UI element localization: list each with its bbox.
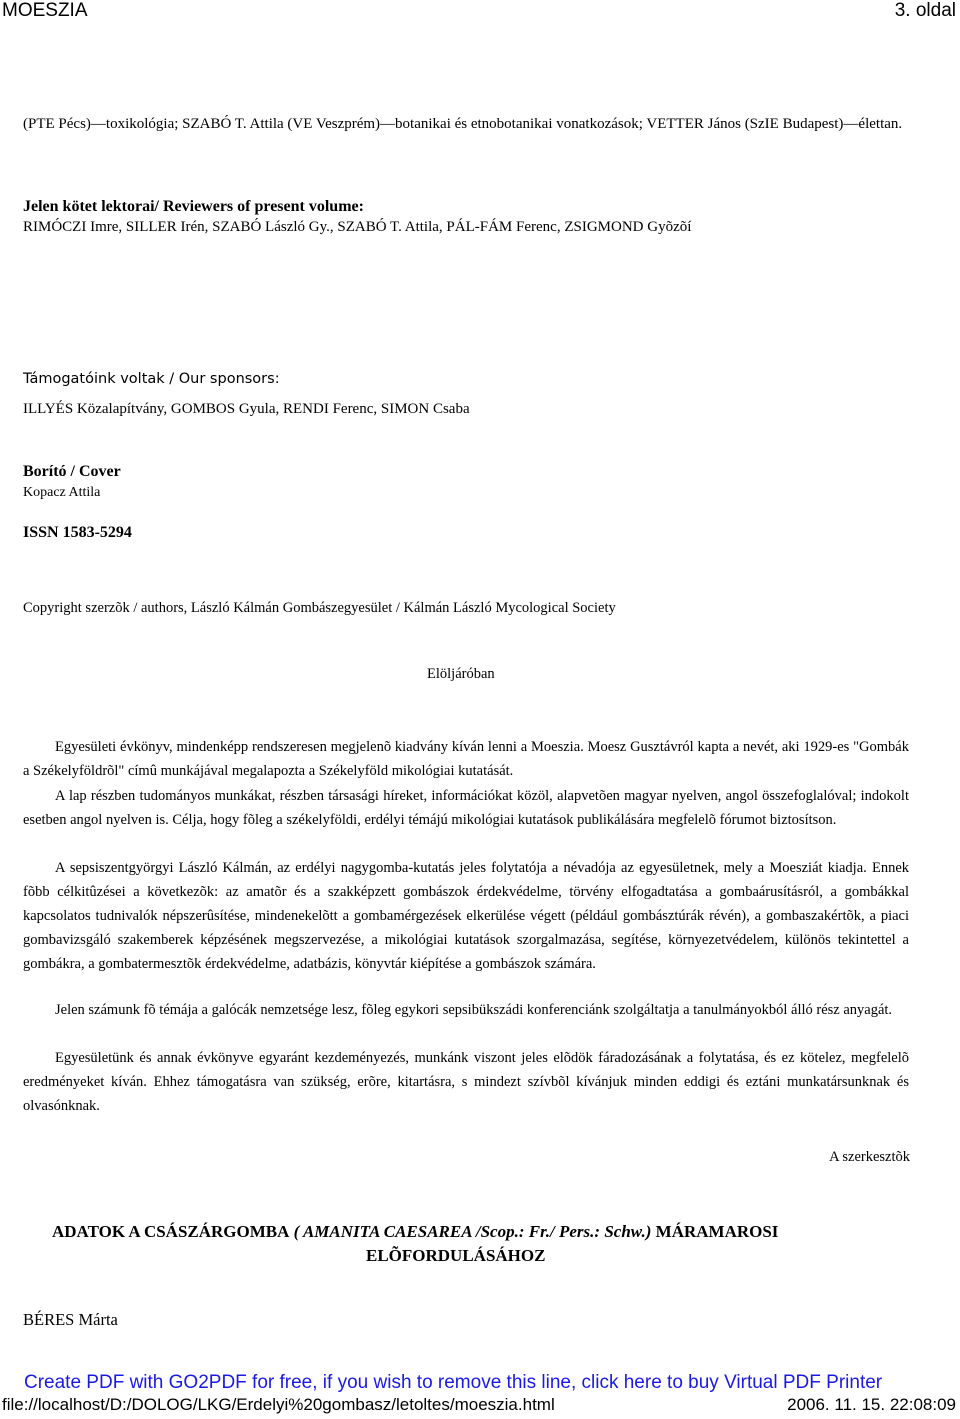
- cover-heading: Borító / Cover: [23, 463, 121, 480]
- preface-paragraph-2: [23, 784, 909, 832]
- cover-name: Kopacz Attila: [23, 485, 101, 500]
- intro-text: (PTE Pécs)—toxikológia; SZABÓ T. Attila (VE Veszprém)—botanikai és etnobotanikai vonatkozások; VETTER János (SzIE Budapest)—élettan.: [23, 116, 903, 132]
- article-title-species: ( AMANITA CAESAREA /Scop.: Fr./ Pers.: Schw.): [289, 1222, 652, 1241]
- reviewers-names: RIMÓCZI Imre, SILLER Irén, SZABÓ László Gy., SZABÓ T. Attila, PÁL-FÁM Ferenc, ZSIGMOND Gyõzõí: [23, 219, 692, 235]
- article-author: BÉRES Márta: [23, 1310, 118, 1329]
- copyright-line: Copyright szerzõk / authors, László Kálmán Gombászegyesület / Kálmán László Mycological Society: [23, 600, 616, 616]
- editors-signature: A szerkesztõk: [829, 1149, 910, 1165]
- go2pdf-link[interactable]: Create PDF with GO2PDF for free, if you wish to remove this line, click here to buy Virtual PDF Printer: [24, 1372, 883, 1393]
- preface-paragraph-2-text: A lap részben tudományos munkákat, részben társasági híreket, információkat közöl, alapvetõen magyar nyelven, angol összefoglalóval; indokolt esetben angol nyelven is. Célja, hogy fõleg a székelyföldi, erdélyi témájú mikológiai kutatások publikálására megfelelõ fórumot biztosítson.: [23, 788, 909, 828]
- preface-paragraph-3: [23, 856, 909, 976]
- preface-paragraph-1: [23, 735, 909, 783]
- page-header-title: MOESZIA: [2, 0, 88, 21]
- preface-title: Elöljáróban: [427, 666, 495, 682]
- print-timestamp: 2006. 11. 15. 22:08:09: [787, 1395, 956, 1414]
- article-title-part-a: ADATOK A CSÁSZÁRGOMBA: [52, 1222, 290, 1241]
- article-title-line-2: ELÕFORDULÁSÁHOZ: [366, 1246, 546, 1265]
- article-title-part-b: MÁRAMAROSI: [651, 1222, 779, 1241]
- issn: ISSN 1583-5294: [23, 524, 132, 541]
- sponsors-names: ILLYÉS Közalapítvány, GOMBOS Gyula, RENDI Ferenc, SIMON Csaba: [23, 401, 470, 417]
- preface-paragraph-4: [23, 998, 909, 1022]
- file-path: file://localhost/D:/DOLOG/LKG/Erdelyi%20gombasz/letoltes/moeszia.html: [2, 1395, 555, 1414]
- preface-paragraph-4-text: Jelen számunk fõ témája a galócák nemzetsége lesz, fõleg egykori sepsibükszádi konferenciánk szolgáltatja a tanulmányokból álló rész anyagát.: [55, 1002, 893, 1018]
- preface-paragraph-1-text: Egyesületi évkönyv, mindenképp rendszeresen megjelenõ kiadvány kíván lenni a Moeszia. Moesz Gusztávról kapta a nevét, aki 1929-es "Gombák a Székelyföldrõl" címû munkájával megalapozta a Székelyföld mikológiai kutatását.: [23, 739, 909, 779]
- article-title-line-1: [52, 1222, 778, 1242]
- sponsors-heading: Támogatóink voltak / Our sponsors:: [23, 371, 280, 387]
- reviewers-heading: Jelen kötet lektorai/ Reviewers of present volume:: [23, 198, 364, 215]
- preface-paragraph-5-text: Egyesületünk és annak évkönyve egyaránt kezdeményezés, munkánk viszont jeles elõdök fáradozásának a folytatása, és ez kötelez, megfelelõ eredményeket kíván. Ehhez támogatásra van szükség, erõre, kitartásra, s mindezt szívbõl kívánjuk minden eddigi és eztáni munkatársunknak és olvasónknak.: [23, 1050, 909, 1114]
- preface-paragraph-5: [23, 1046, 909, 1118]
- page-number: 3. oldal: [894, 0, 956, 21]
- preface-paragraph-3-text: A sepsiszentgyörgyi László Kálmán, az erdélyi nagygomba-kutatás jeles folytatója a névadója az egyesületnek, mely a Moesziát kiadja. Ennek fõbb célkitûzései a következõk: az amatõr és a szakképzett gombászok érdekvédelme, törvény elfogadtatása a gombaárusításról, a gombákkal kapcsolatos tudnivalók népszerûsítése, mindenekelõtt a gombamérgezések elkerülése végett (például gombásztúrák révén), a gombaszakértõk, a piaci gombavizsgáló szakemberek képzésének megszervezése, a mikológiai kutatások szorgalmazása, segítése, környezetvédelem, különös tekintettel a gombákra, a gombatermesztõk érdekvédelme, adatbázis, könyvtár kiépítése a gombászok számára.: [23, 860, 909, 972]
